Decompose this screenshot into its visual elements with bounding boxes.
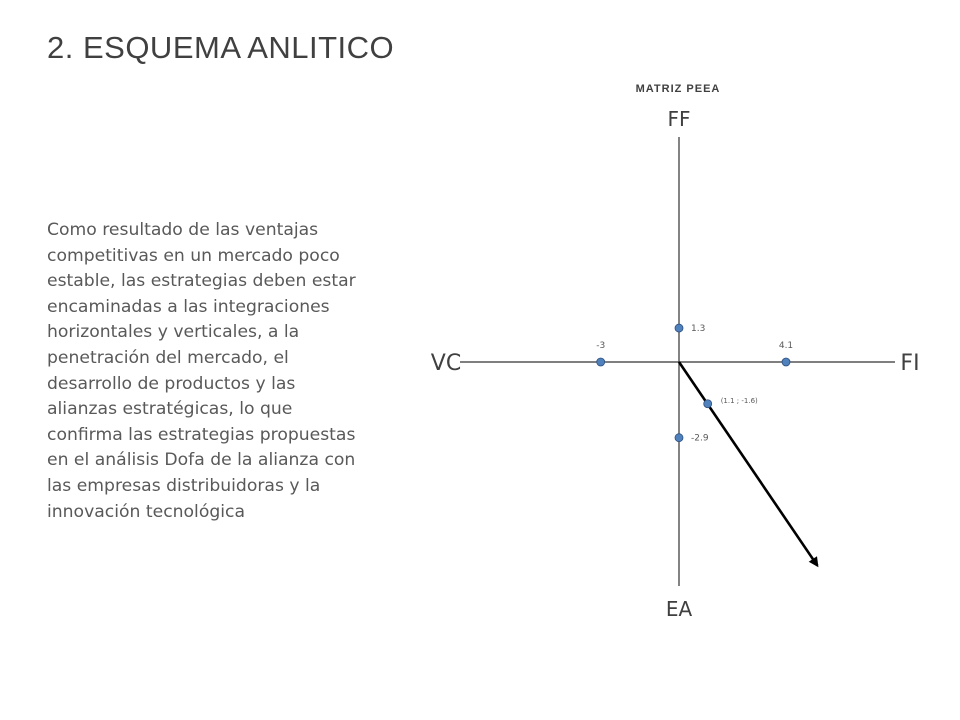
axis-label-right: FI <box>900 351 920 376</box>
chart-title: MATRIZ PEEA <box>635 83 721 95</box>
data-point <box>675 434 683 442</box>
data-point <box>597 358 605 366</box>
axis-label-top: FF <box>667 107 691 131</box>
data-label: (1.1 ; -1.6) <box>720 396 758 405</box>
body-paragraph: Como resultado de las ventajas competitivas en un mercado poco estable, las estrategias deben estar encaminadas a las integraciones horizontales y verticales, a la penetración del mercado, el desarrollo de productos y las alianzas estratégicas, lo que confirma las estrategias propuestas en el análisis Dofa de la alianza con las empresas distribuidoras y la innovación tecnológica <box>47 220 356 522</box>
slide-title: 2. ESQUEMA ANLITICO <box>47 30 395 65</box>
data-label: 4.1 <box>778 341 794 351</box>
data-point <box>782 358 790 366</box>
peea-matrix-chart <box>400 70 956 630</box>
data-label: -3 <box>596 341 606 351</box>
axis-label-bottom: EA <box>665 597 693 621</box>
direction-vector <box>679 362 817 566</box>
data-point <box>675 324 683 332</box>
data-point <box>704 400 712 408</box>
data-label: 1.3 <box>691 324 706 335</box>
data-label: -2.9 <box>691 433 709 444</box>
axis-label-left: VC <box>430 351 462 376</box>
